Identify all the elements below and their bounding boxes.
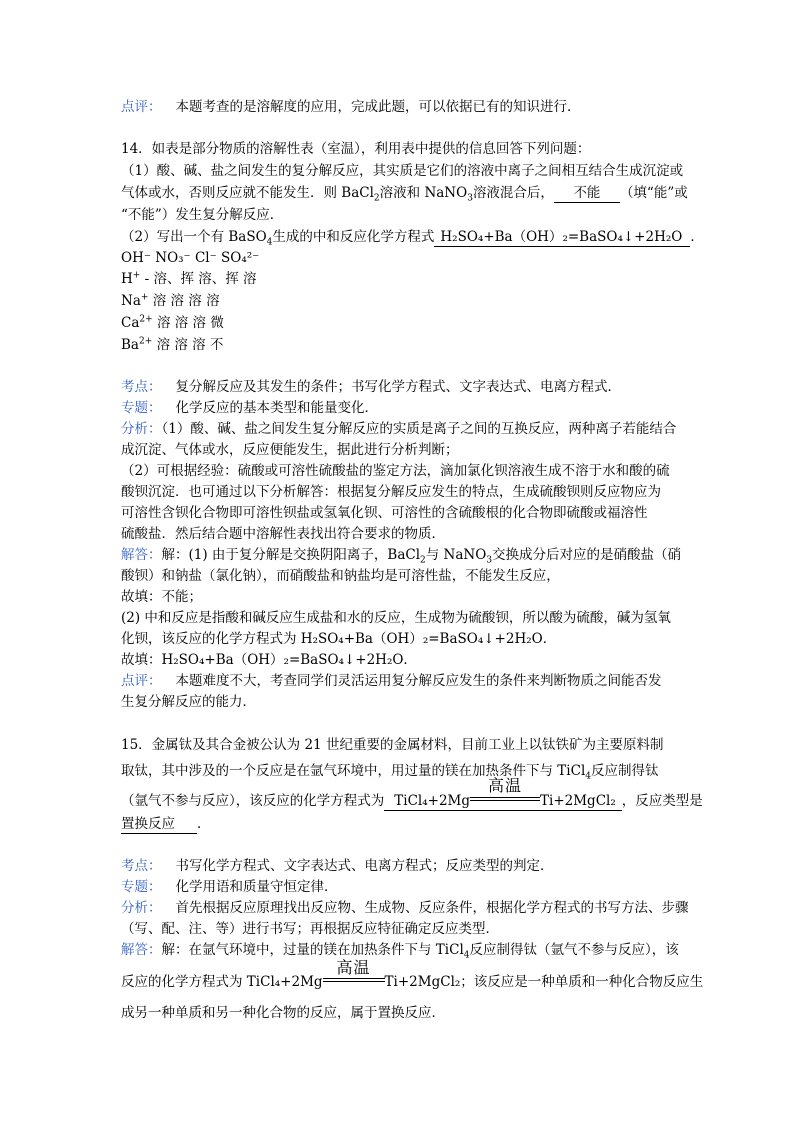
- comment-text: 本题考查的是溶解度的应用，完成此题，可以依据已有的知识进行．: [175, 99, 581, 115]
- q14-jieda-l6: 故填：H₂SO₄+Ba（OH）₂=BaSO₄↓+2H₂O．: [121, 652, 417, 668]
- q15-line1: 15．金属钛及其合金被公认为 21 世纪重要的金属材料，目前工业上以钛铁矿为主要原料制: [121, 737, 664, 753]
- q15-line2: 取钛，其中涉及的一个反应是在氩气环境中，用过量的镁在加热条件下与 TiCl$_4$反应制得钛: [121, 763, 659, 782]
- q14-fenxi-l5: 可溶性含钡化合物即可溶性钡盐或氢氧化钡、可溶性的含硫酸根的化合物即硫酸或福溶性: [121, 505, 648, 521]
- q14-dianping: 点评： 本题难度不大，考查同学们灵活运用复分解反应发生的条件来判断物质之间能否发: [121, 673, 662, 689]
- q14-intro: 14．如表是部分物质的溶解性表（室温），利用表中提供的信息回答下列问题：: [121, 141, 591, 157]
- q14-answer-2: H₂SO₄+Ba（OH）₂=BaSO₄↓+2H₂O: [434, 228, 690, 247]
- q14-fenxi-l3: （2）可根据经验：硫酸或可溶性硫酸盐的鉴定方法，滴加氯化钡溶液生成不溶于水和酸的硫: [121, 463, 670, 479]
- q15-jieda: 解答：解：在氩气环境中，过量的镁在加热条件下与 TiCl$_4$反应制得钛（氩气不参与反应），该: [121, 942, 679, 961]
- q15-fenxi: 分析： 首先根据反应原理找出反应物、生成物、反应条件，根据化学方程式的书写方法、步骤: [121, 900, 689, 916]
- reaction-condition: 高温: [470, 789, 540, 809]
- q14-kaodian: 考点： 复分解反应及其发生的条件；书写化学方程式、文字表达式、电离方程式．: [121, 379, 621, 395]
- q15-kaodian: 考点： 书写化学方程式、文字表达式、电离方程式；反应类型的判定．: [121, 858, 554, 874]
- q14-zhuanti: 专题： 化学反应的基本类型和能量变化．: [121, 400, 378, 416]
- q14-jieda-l4: (2) 中和反应是指酸和碱反应生成盐和水的反应，生成物为硫酸钡，所以酸为硫酸，碱为氢氧: [121, 610, 671, 626]
- jieda-label: 解答：: [121, 547, 162, 563]
- q14-answer-1: 不能: [554, 184, 620, 203]
- solubility-row-na: Na+ 溶 溶 溶 溶: [121, 292, 220, 309]
- q14-jieda: 解答：解：(1) 由于复分解是交换阴阳离子，BaCl$_2$与 NaNO$_3$交换成分后对应的是硝酸盐（硝: [121, 547, 682, 566]
- q14-p1-line1: （1）酸、碱、盐之间发生的复分解反应，其实质是它们的溶液中离子之间相互结合生成沉淀或: [121, 163, 684, 179]
- q14-p2: （2）写出一个有 BaSO$_4$生成的中和反应化学方程式 H₂SO₄+Ba（OH）₂=BaSO₄↓+2H₂O ．: [121, 229, 704, 248]
- q15-zhuanti: 专题： 化学用语和质量守恒定律．: [121, 879, 338, 895]
- q15-fenxi-l2: （写、配、注、等）进行书写；再根据反应特征确定反应类型．: [121, 921, 499, 937]
- comment-label: 点评：: [121, 99, 162, 115]
- kaodian-label: 考点：: [121, 379, 162, 395]
- kaodian-label: 考点：: [121, 858, 162, 874]
- q13-comment: [121, 97, 581, 117]
- q15-line4: 置换反应 ．: [121, 816, 211, 832]
- fenxi-label: 分析：: [121, 900, 162, 916]
- dianping-label: 点评：: [121, 673, 162, 689]
- q14-p1-line2: 气体或水，否则反应就不能发生．则 BaCl$_2$溶液和 NaNO$_3$溶液混合后， 不能 （填“能”或: [121, 185, 688, 204]
- solubility-row-ba: $Ba^{2+}$ 溶 溶 溶 不: [121, 336, 224, 353]
- q15-jieda-l2: 反应的化学方程式为 TiCl₄+2Mg 高温 Ti+2MgCl₂；该反应是一种单质和一种化合物反应生: [121, 958, 704, 990]
- q15-line3: （氩气不参与反应），该反应的化学方程式为 TiCl₄+2Mg 高温 Ti+2MgCl₂ ，反应类型是: [121, 776, 703, 809]
- q14-fenxi-l4: 酸钡沉淀．也可通过以下分析解答：根据复分解反应发生的特点，生成硫酸钡则反应物应为: [121, 484, 661, 500]
- solubility-row-h: H+ - 溶、挥 溶、挥 溶: [121, 270, 257, 287]
- reaction-condition: 高温: [323, 970, 385, 990]
- q14-jieda-l3: 故填：不能；: [121, 589, 202, 605]
- jieda-label: 解答：: [121, 942, 162, 958]
- q14-p1-line3: “不能”）发生复分解反应．: [121, 207, 284, 223]
- solubility-table-header: OH⁻ NO₃⁻ Cl⁻ SO₄²⁻: [121, 250, 260, 266]
- q15-answer-equation: TiCl₄+2Mg 高温 Ti+2MgCl₂: [384, 789, 622, 811]
- q15-answer-type: 置换反应: [121, 815, 197, 834]
- zhuanti-label: 专题：: [121, 400, 162, 416]
- solubility-row-ca: $Ca^{2+}$ 溶 溶 溶 微: [121, 314, 224, 331]
- zhuanti-label: 专题：: [121, 879, 162, 895]
- q14-jieda-l2: 酸钡）和钠盐（氯化钠），而硝酸盐和钠盐均是可溶性盐，不能发生反应，: [121, 568, 560, 584]
- q14-fenxi-l2: 成沉淀、气体或水，反应便能发生，据此进行分析判断；: [121, 442, 459, 458]
- q14-fenxi-l6: 硫酸盐．然后结合题中溶解性表找出符合要求的物质．: [121, 526, 445, 542]
- fenxi-label: 分析：: [121, 421, 162, 437]
- q14-fenxi: 分析：（1）酸、碱、盐之间发生复分解反应的实质是离子之间的互换反应，两种离子若能结合: [121, 421, 677, 437]
- q15-jieda-l3: 成另一种单质和另一种化合物的反应，属于置换反应．: [121, 1005, 445, 1021]
- q14-dianping-l2: 生复分解反应的能力．: [121, 694, 256, 710]
- q14-jieda-l5: 化钡，该反应的化学方程式为 H₂SO₄+Ba（OH）₂=BaSO₄↓+2H₂O．: [121, 631, 557, 647]
